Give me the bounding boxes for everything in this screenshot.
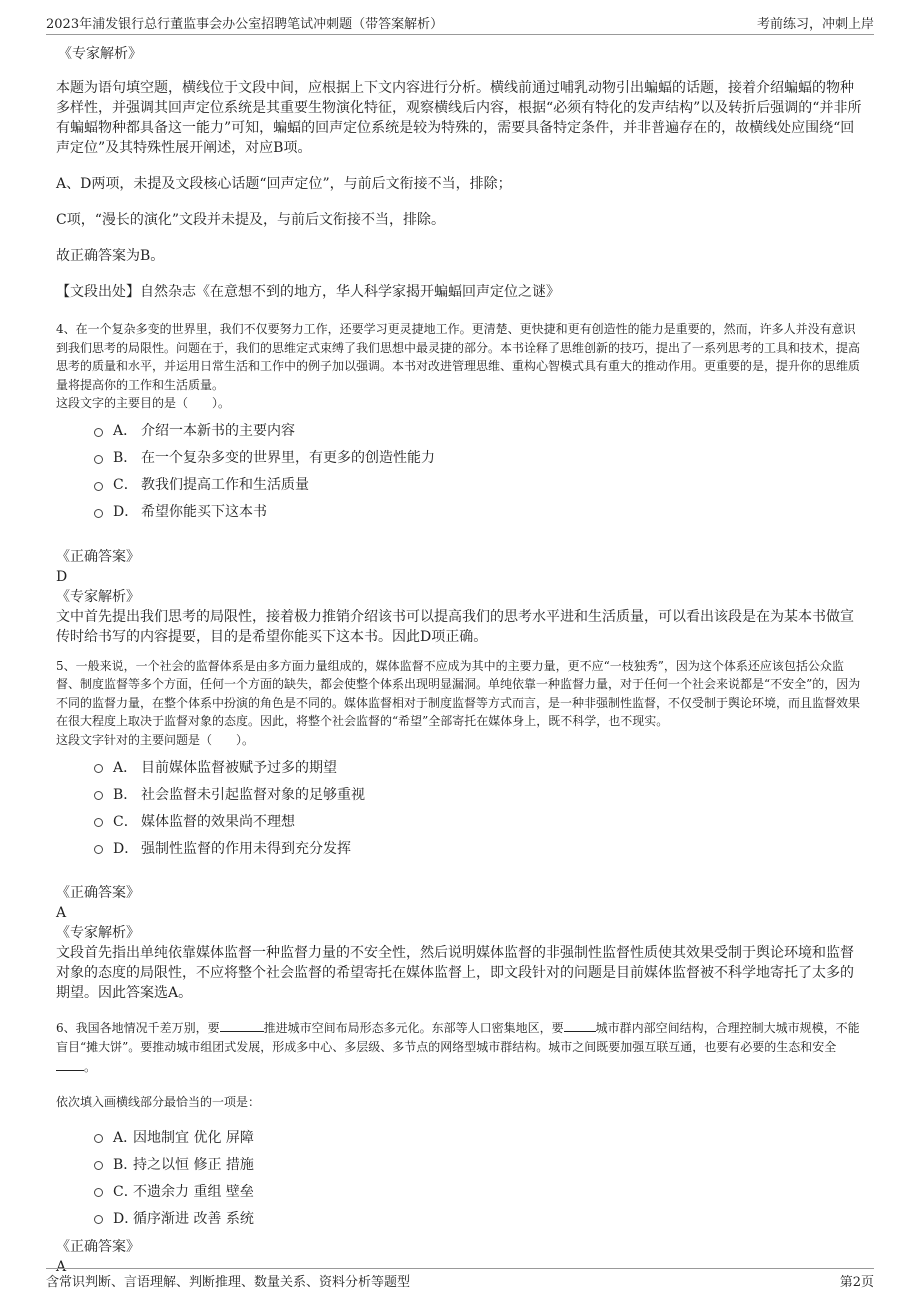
radio-icon[interactable] bbox=[94, 455, 103, 464]
q6-answer: A bbox=[56, 1259, 67, 1275]
q4-options bbox=[94, 417, 864, 525]
page-header bbox=[46, 10, 874, 35]
correct-answer-label: 《正确答案》 bbox=[56, 548, 140, 565]
radio-icon[interactable] bbox=[94, 482, 103, 491]
q5-option-d[interactable]: D． 强制性监督的作用未得到充分发挥 bbox=[94, 834, 864, 861]
q4-question: 这段文字的主要目的是（ ）。 bbox=[56, 396, 231, 410]
radio-icon[interactable] bbox=[94, 791, 103, 800]
radio-icon[interactable] bbox=[94, 1161, 103, 1170]
q4-option-d[interactable]: D． 希望你能买下这本书 bbox=[94, 498, 864, 525]
q4-answer: D bbox=[56, 568, 68, 585]
fill-blank bbox=[220, 1017, 264, 1032]
question-5 bbox=[56, 657, 864, 1004]
q4-analysis-text: 文中首先提出我们思考的局限性，接着极力推销介绍该书可以提高我们的思考水平进和生活质量，可以看出该段是在为某本书做宣传时给书写的内容提要，目的是希望你能买下这本书。因此D项正确。 bbox=[56, 608, 854, 645]
q5-analysis-text: 文段首先指出单纯依靠媒体监督一种监督力量的不安全性，然后说明媒体监督的非强制性监督性质使其效果受制于舆论环境和监督对象的态度的局限性，不应将整个社会监督的希望寄托在媒体监督上，即文段针对的问题是目前媒体监督被不科学地寄托了太多的期望。因此答案选A。 bbox=[56, 945, 854, 1001]
q3-analysis-section bbox=[56, 44, 864, 302]
question-6 bbox=[56, 1017, 864, 1277]
radio-icon[interactable] bbox=[94, 845, 103, 854]
document-title: 2023年浦发银行总行董监事会办公室招聘笔试冲刺题（带答案解析） bbox=[46, 16, 444, 32]
fill-blank bbox=[564, 1017, 596, 1032]
fill-blank bbox=[56, 1056, 84, 1071]
expert-analysis-label: 《专家解析》 bbox=[58, 46, 142, 62]
page-footer bbox=[46, 1268, 874, 1291]
page-content bbox=[56, 44, 864, 1277]
q3-analysis-text: 本题为语句填空题，横线位于文段中间，应根据上下文内容进行分析。横线前通过哺乳动物引出蝙蝠的话题，接着介绍蝙蝠的物种多样性，并强调其回声定位系统是其重要生物演化特征，观察横线后内容，根据“必须有特化的发声结构”以及转折后强调的“并非所有蝙蝠物种都具备这一能力”可知，蝙蝠的回声定位系统是较为特殊的，需要具备特定条件，并非普遍存在的，故横线处应围绕“回声定位”及其特殊性展开阐述，对应B项。 bbox=[56, 80, 862, 156]
radio-icon[interactable] bbox=[94, 509, 103, 518]
radio-icon[interactable] bbox=[94, 1215, 103, 1224]
q5-option-b[interactable]: B． 社会监督未引起监督对象的足够重视 bbox=[94, 780, 864, 807]
q4-option-a[interactable]: A． 介绍一本新书的主要内容 bbox=[94, 417, 864, 444]
q5-options bbox=[94, 753, 864, 861]
q6-option-d[interactable]: D． 循序渐进 改善 系统 bbox=[94, 1204, 864, 1231]
q4-stem: 4、在一个复杂多变的世界里，我们不仅要努力工作，还要学习更灵捷地工作。更清楚、更快捷和更有创造性的能力是重要的，然而，许多人并没有意识到我们思考的局限性。问题在于，我们的思维定式束缚了我们思想中最灵捷的部分。本书诠释了思维创新的技巧，提出了一系列思考的工具和技术，提高思考的质量和水平，并运用日常生活和工作中的例子加以强调。本书对改进管理思维、重构心智模式具有重大的推动作用。更重要的是，提升你的思维质量将提高你的工作和生活质量。 bbox=[56, 322, 861, 392]
q5-option-a[interactable]: A． 目前媒体监督被赋予过多的期望 bbox=[94, 753, 864, 780]
q6-option-b[interactable]: B． 持之以恒 修正 措施 bbox=[94, 1150, 864, 1177]
q4-option-b[interactable]: B． 在一个复杂多变的世界里，有更多的创造性能力 bbox=[94, 444, 864, 471]
question-4 bbox=[56, 320, 864, 647]
radio-icon[interactable] bbox=[94, 428, 103, 437]
header-slogan: 考前练习，冲刺上岸 bbox=[756, 16, 874, 32]
radio-icon[interactable] bbox=[94, 1134, 103, 1143]
q6-option-c[interactable]: C． 不遗余力 重组 壁垒 bbox=[94, 1177, 864, 1204]
q3-analysis-ad: A、D两项，未提及文段核心话题“回声定位”，与前后文衔接不当，排除； bbox=[56, 176, 512, 192]
q5-question: 这段文字针对的主要问题是（ ）。 bbox=[56, 732, 255, 747]
q5-stem: 5、一般来说，一个社会的监督体系是由多方面力量组成的，媒体监督不应成为其中的主要力量，更不应“一枝独秀”，因为这个体系还应该包括公众监督、制度监督等多个方面，任何一个方面的缺失，都会使整个体系出现明显漏洞。单纯依靠一种监督力量，对于任何一个社会来说都是“不安全”的，因为不同的监督力量，在整个体系中扮演的角色是不同的。媒体监督相对于制度监督等方式而言，是一种非强制性监督，不仅受制于舆论环境，而且监督效果在很大程度上取决于监督对象的态度。因此，将整个社会监督的“希望”全部寄托在媒体身上，既不科学，也不现实。 bbox=[56, 658, 861, 728]
q4-option-c[interactable]: C． 教我们提高工作和生活质量 bbox=[94, 471, 864, 498]
q3-source: 【文段出处】自然杂志《在意想不到的地方，华人科学家揭开蝙蝠回声定位之谜》 bbox=[56, 284, 560, 300]
footer-description: 含常识判断、言语理解、判断推理、数量关系、资料分析等题型 bbox=[46, 1274, 411, 1290]
q3-analysis-c: C项，“漫长的演化”文段并未提及，与前后文衔接不当，排除。 bbox=[56, 212, 446, 228]
radio-icon[interactable] bbox=[94, 818, 103, 827]
page-number: 第2页 bbox=[839, 1274, 874, 1290]
expert-analysis-label: 《专家解析》 bbox=[56, 925, 140, 941]
radio-icon[interactable] bbox=[94, 1188, 103, 1197]
q5-option-c[interactable]: C． 媒体监督的效果尚不理想 bbox=[94, 807, 864, 834]
correct-answer-label: 《正确答案》 bbox=[56, 1239, 140, 1255]
q6-stem: 6、我国各地情况千差万别，要 推进城市空间布局形态多元化。东部等人口密集地区，要 城市群内部空间结构，合理控制大城市规模，不能盲目“摊大饼”。要推动城市组团式发展，形成多中心、多层级、多节点的网络型城市群结构。城市之间既要加强互联互通，也要有必要的生态和安全。 bbox=[56, 1017, 864, 1077]
q6-options bbox=[94, 1123, 864, 1231]
q6-question: 依次填入画横线部分最恰当的一项是： bbox=[56, 1094, 261, 1109]
q3-conclusion: 故正确答案为B。 bbox=[56, 248, 165, 264]
correct-answer-label: 《正确答案》 bbox=[56, 885, 140, 901]
q5-answer: A bbox=[56, 905, 67, 921]
q6-option-a[interactable]: A． 因地制宜 优化 屏障 bbox=[94, 1123, 864, 1150]
radio-icon[interactable] bbox=[94, 764, 103, 773]
expert-analysis-label: 《专家解析》 bbox=[56, 588, 140, 605]
